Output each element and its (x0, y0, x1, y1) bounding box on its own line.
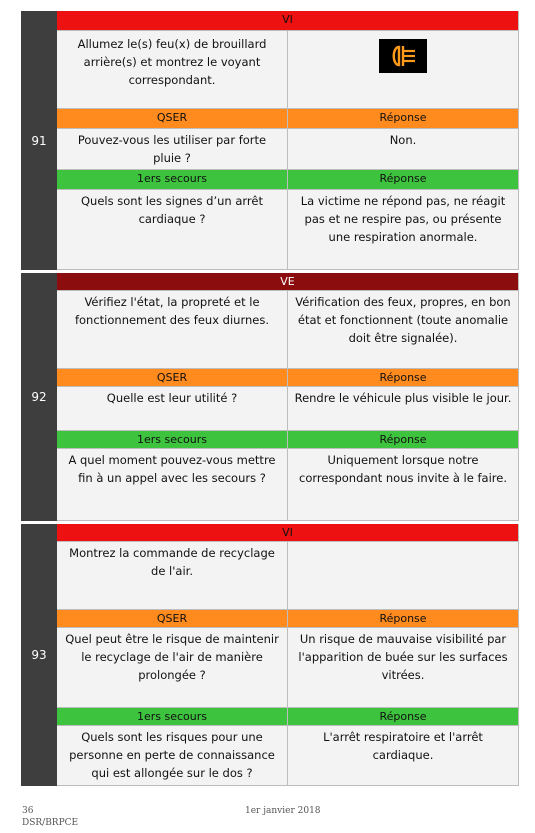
question-content (57, 11, 519, 270)
instruction-answer: Vérification des feux, propres, en bon état et fonctionnent (toute anomalie doit être signalée). (288, 291, 519, 369)
qser-header: QSER (57, 109, 288, 129)
question-sheet (21, 11, 519, 786)
question-block-91 (21, 11, 519, 270)
qser-header: QSER (57, 369, 288, 387)
secours-header: 1ers secours (57, 431, 288, 449)
secours-question: Quels sont les risques pour une personne en perte de connaissance qui est allongée sur le dos ? (57, 726, 288, 786)
question-block-92 (21, 273, 519, 521)
secours-reponse-header: Réponse (288, 431, 519, 449)
vi-header-bar: VI (57, 11, 519, 31)
qser-answer: Un risque de mauvaise visibilité par l'apparition de buée sur les surfaces vitrées. (288, 628, 519, 708)
secours-question: A quel moment pouvez-vous mettre fin à un appel avec les secours ? (57, 449, 288, 521)
instruction-empty-cell (288, 542, 519, 610)
secours-answer: La victime ne répond pas, ne réagit pas et ne respire pas, ou présente une respiration anormale. (288, 190, 519, 270)
qser-reponse-header: Réponse (288, 610, 519, 628)
instruction-icon-cell (288, 31, 519, 109)
secours-question: Quels sont les signes d’un arrêt cardiaque ? (57, 190, 288, 270)
qser-reponse-header: Réponse (288, 369, 519, 387)
qser-question: Pouvez-vous les utiliser par forte pluie ? (57, 129, 288, 170)
page-number: 36 (22, 806, 34, 816)
secours-reponse-header: Réponse (288, 708, 519, 726)
qser-answer: Rendre le véhicule plus visible le jour. (288, 387, 519, 431)
question-content (57, 524, 519, 786)
secours-header: 1ers secours (57, 708, 288, 726)
secours-answer: Uniquement lorsque notre correspondant nous invite à le faire. (288, 449, 519, 521)
instruction-text: Allumez le(s) feu(x) de brouillard arrière(s) et montrez le voyant correspondant. (57, 31, 288, 109)
ve-header-bar: VE (57, 273, 519, 291)
qser-header: QSER (57, 610, 288, 628)
footer-date: 1er janvier 2018 (245, 806, 321, 816)
qser-answer: Non. (288, 129, 519, 170)
rear-fog-light-icon (379, 39, 427, 73)
secours-reponse-header: Réponse (288, 170, 519, 190)
secours-answer: L'arrêt respiratoire et l'arrêt cardiaque. (288, 726, 519, 786)
question-block-93 (21, 524, 519, 786)
qser-question: Quelle est leur utilité ? (57, 387, 288, 431)
instruction-text: Vérifiez l'état, la propreté et le fonctionnement des feux diurnes. (57, 291, 288, 369)
secours-header: 1ers secours (57, 170, 288, 190)
question-number: 92 (21, 273, 57, 521)
instruction-text: Montrez la commande de recyclage de l'air. (57, 542, 288, 610)
question-number: 91 (21, 11, 57, 270)
footer-org: DSR/BRPCE (22, 818, 79, 828)
question-number: 93 (21, 524, 57, 786)
qser-reponse-header: Réponse (288, 109, 519, 129)
question-content (57, 273, 519, 521)
qser-question: Quel peut être le risque de maintenir le recyclage de l'air de manière prolongée ? (57, 628, 288, 708)
vi-header-bar: VI (57, 524, 519, 542)
